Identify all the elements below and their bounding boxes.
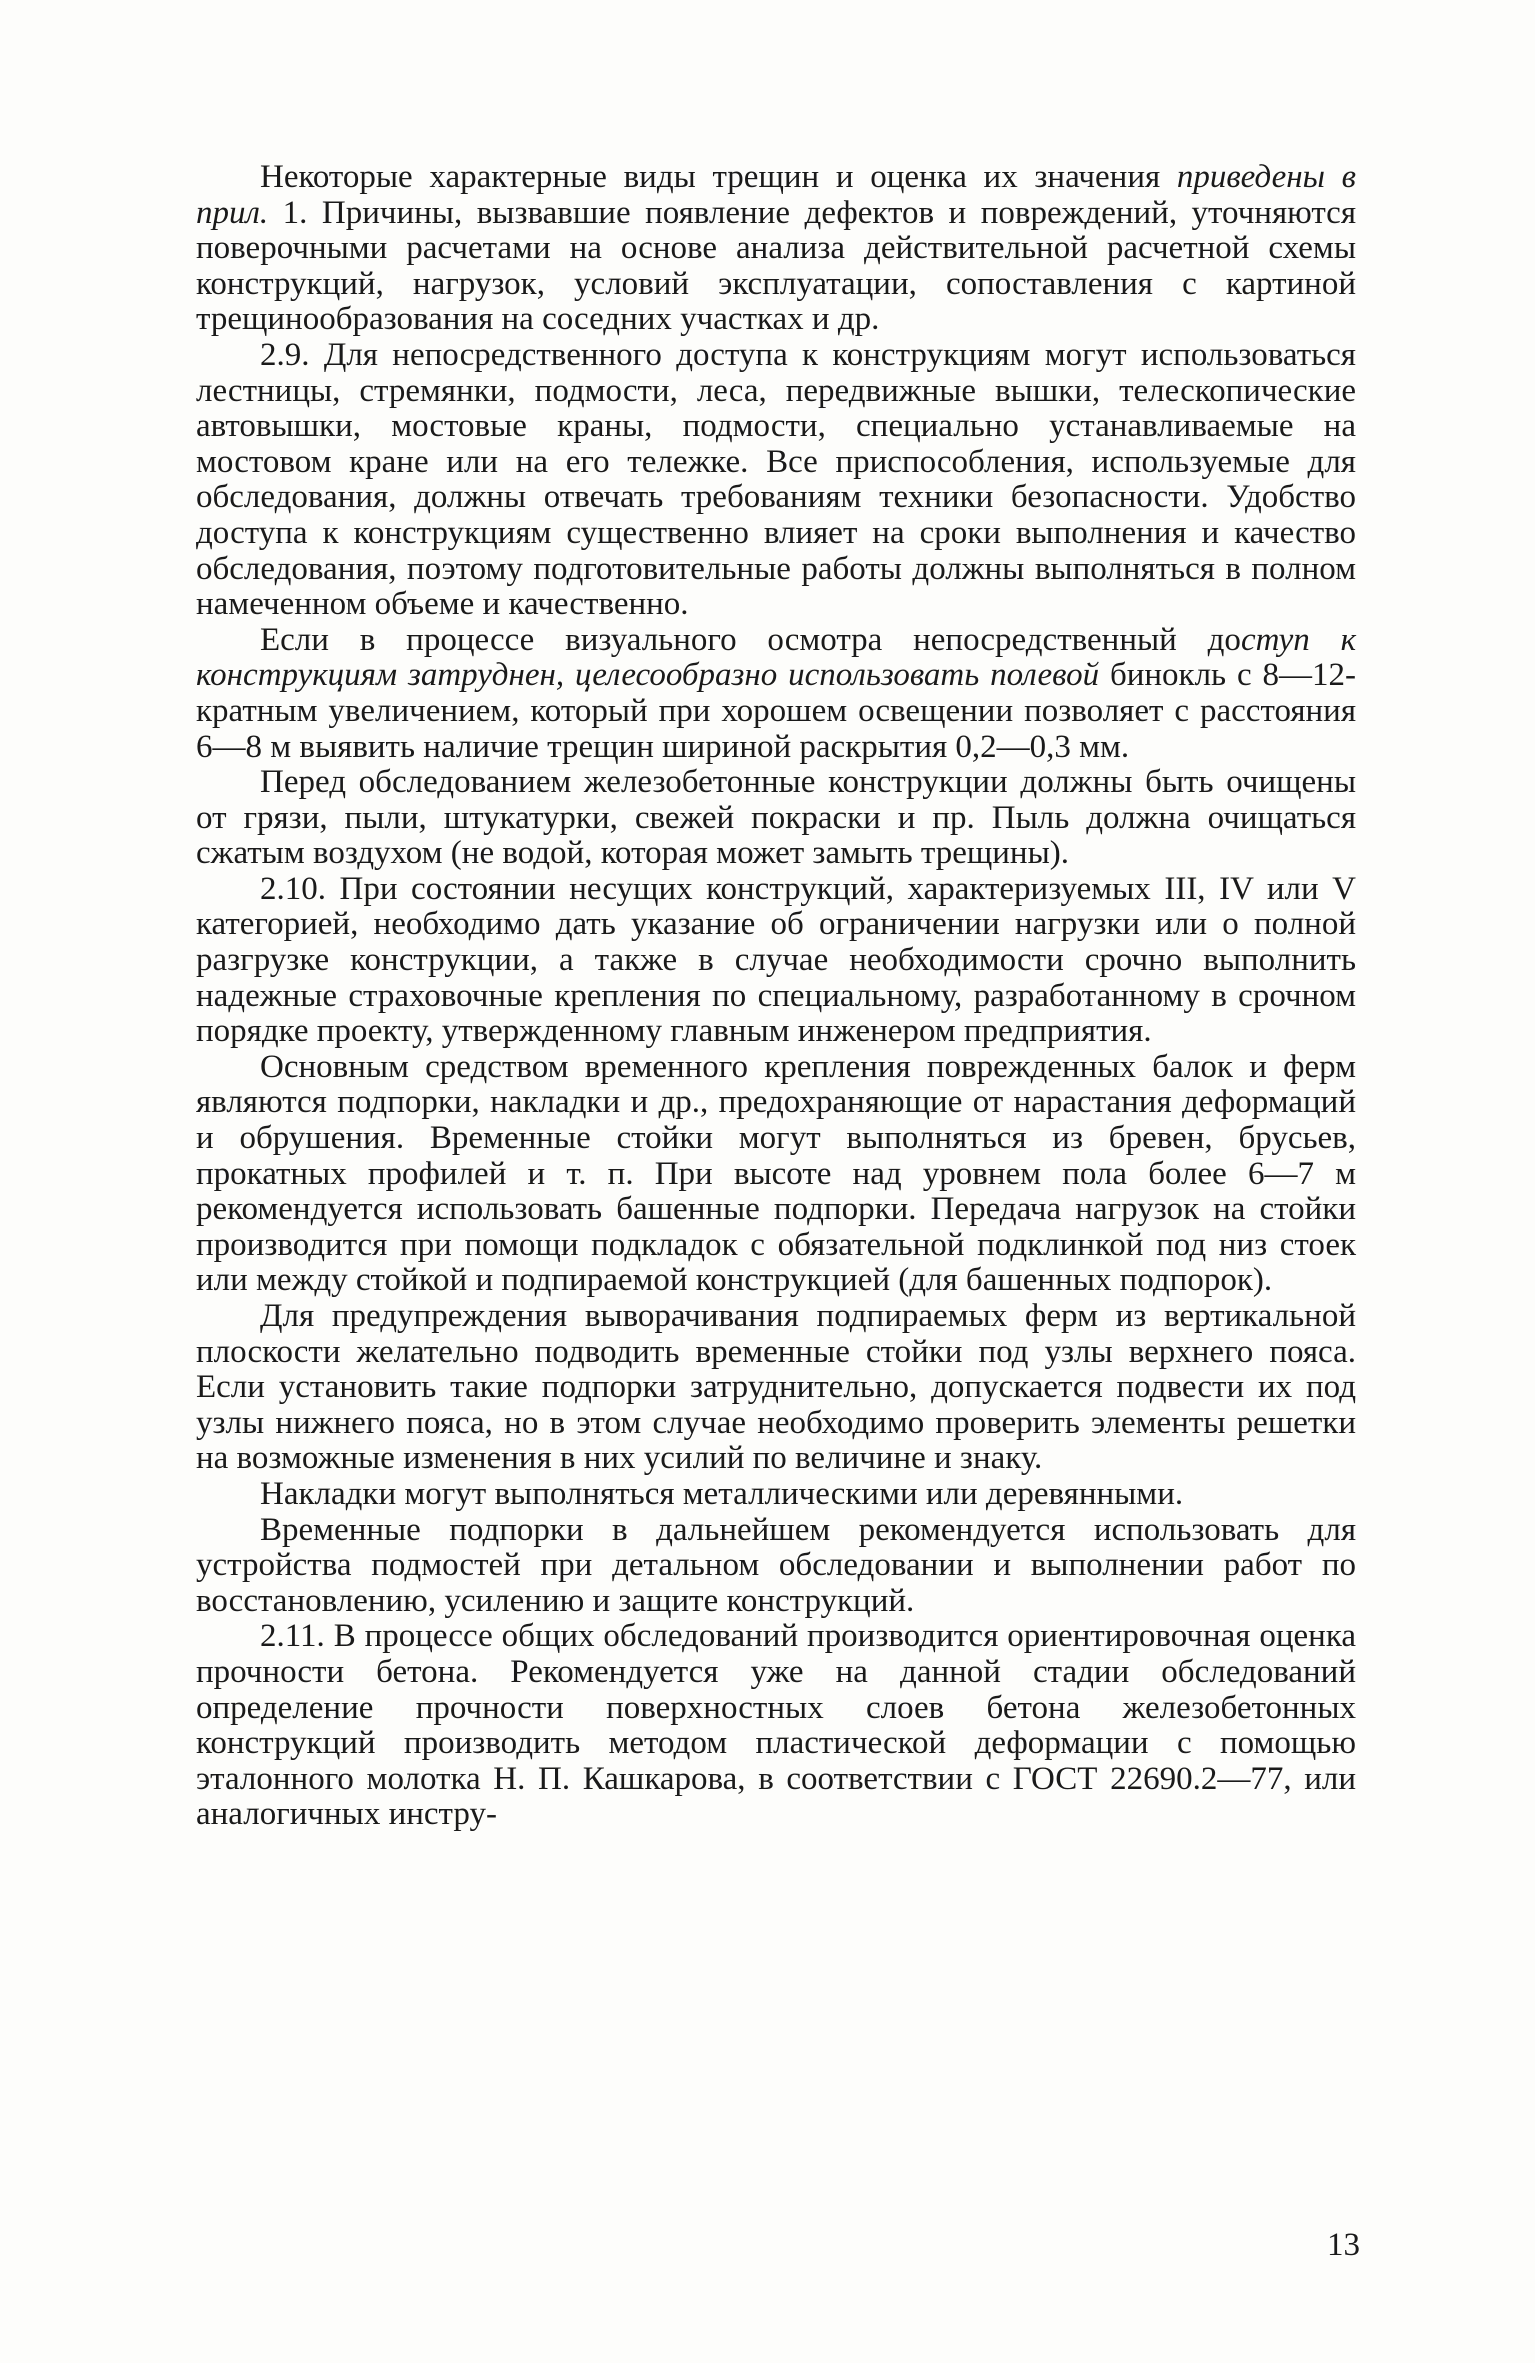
text-run: Если в процессе визуального осмотра непосредственный до [260,621,1241,658]
text-run: 2.11. В процессе общих обследований производится ориентировочная оценка прочности бетона. Рекомендуется уже на данной стадии обследований определение прочности поверхностных слоев бетона железобетонных конструкций производить методом пластической деформации с помощью эталонного молотка Н. П. Кашкарова, в соответствии с ГОСТ 22690.2—77, или аналогичных инстру- [196,1618,1356,1833]
paragraph-truss-twisting [196,1299,1356,1477]
paragraph-2-9 [196,338,1356,623]
appendix-reference: приведены в прил. [196,159,1356,231]
paragraph-2-11 [196,1619,1356,1833]
text-run: Перед обследованием железобетонные конструкции должны быть очищены от грязи, пыли, штукатурки, свежей покраски и пр. Пыль должна очищаться сжатым воздухом (не водой, которая может замыть трещины). [196,764,1356,872]
paragraph-overlays [196,1477,1356,1513]
text-run: 2.9. Для непосредственного доступа к конструкциям могут использоваться лестницы, стремянки, подмости, леса, передвижные вышки, телескопические автовышки, мостовые краны, подмости, специально устанавливаемые на мостовом кране или на его тележке. Все приспособления, используемые для обследования, должны отвечать требованиям техники безопасности. Удобство доступа к конструкциям существенно влияет на сроки выполнения и качество обследования, поэтому подготовительные работы должны выполняться в полном намеченном объеме и качественно. [196,336,1356,623]
paragraph-cleaning [196,765,1356,872]
text-run: Временные подпорки в дальнейшем рекомендуется использовать для устройства подмостей при детальном обследовании и выполнении работ по восстановлению, усилению и защите конструкций. [196,1511,1356,1619]
emphasis-text: ступ к конструкциям затруднен, целесообразно использовать полевой [196,621,1356,694]
paragraph-temporary-supports [196,1050,1356,1299]
text-run: Для предупреждения выворачивания подпираемых ферм из вертикальной плоскости желательно подводить временные стойки под узлы верхнего пояса. Если установить такие подпорки затруднительно, допускается подвести их под узлы нижнего пояса, но в этом случае необходимо проверить элементы решетки на возможные изменения в них усилий по величине и знаку. [196,1298,1356,1477]
page-number: 13 [1327,2227,1360,2263]
paragraph-2-10 [196,872,1356,1050]
body-text [196,160,1356,1833]
paragraph-scaffolding [196,1513,1356,1620]
text-run: 2.10. При состоянии несущих конструкций, характеризуемых III, IV или V категорией, необходимо дать указание об ограничении нагрузки или о полной разгрузке конструкции, а также в случае необходимости срочно выполнить надежные страховочные крепления по специальному, разработанному в срочном порядке проекту, утвержденному главным инженером предприятия. [196,870,1356,1050]
text-run: бинокль с 8—12-кратным увеличением, который при хорошем освещении позволяет с расстояния 6—8 м выявить наличие трещин шириной раскрытия 0,2—0,3 мм. [196,657,1356,765]
text-run: 1. Причины, вызвавшие появление дефектов и повреждений, уточняются поверочными расчетами на основе анализа действительной расчетной схемы конструкций, нагрузок, условий эксплуатации, сопоставления с картиной трещинообразования на соседних участках и др. [196,194,1356,338]
text-run: Основным средством временного крепления поврежденных балок и ферм являются подпорки, накладки и др., предохраняющие от нарастания деформаций и обрушения. Временные стойки могут выполняться из бревен, брусьев, прокатных профилей и т. п. При высоте над уровнем пола более 6—7 м рекомендуется использовать башенные подпорки. Передача нагрузок на стойки производится при помощи подкладок с обязательной подклинкой под низ стоек или между стойкой и подпираемой конструкцией (для башенных подпорок). [196,1048,1356,1299]
text-run: Накладки могут выполняться металлическими или деревянными. [260,1475,1184,1512]
paragraph-cracks [196,160,1356,338]
paragraph-binoculars [196,623,1356,765]
text-run: Некоторые характерные виды трещин и оценка их значения [260,159,1177,195]
